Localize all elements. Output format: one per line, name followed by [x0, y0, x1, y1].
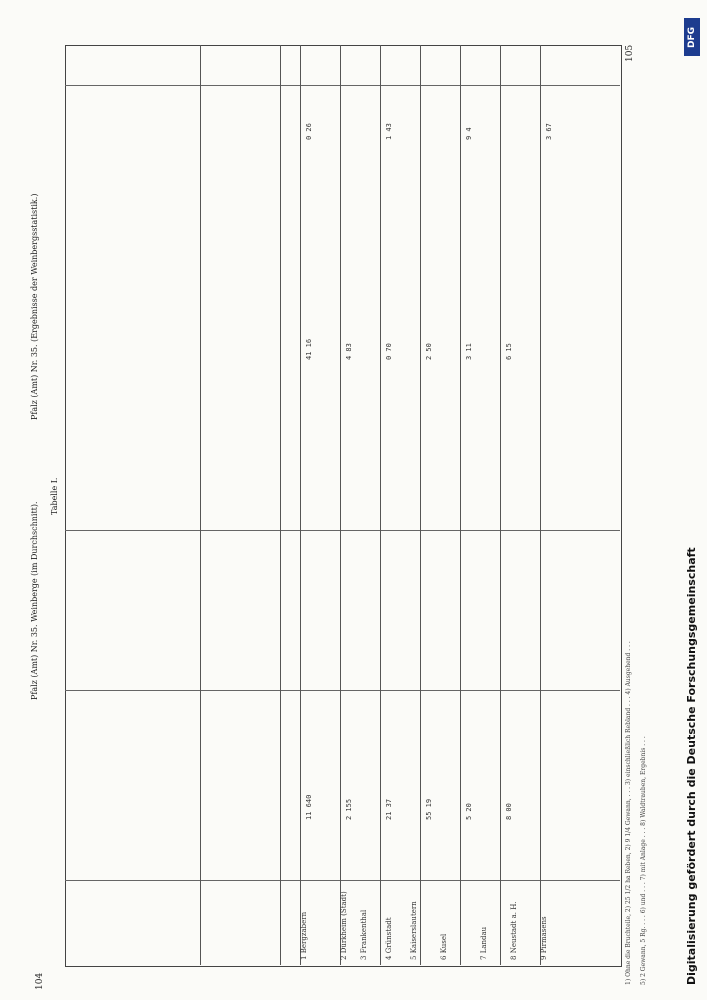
row-6-label: 6 Kusel — [440, 933, 448, 960]
value: 1 43 — [385, 123, 393, 140]
value: 21 37 — [385, 798, 393, 820]
value: 0 70 — [385, 343, 393, 360]
row-8-label: 8 Neustadt a. H. — [510, 901, 518, 960]
value: 3 11 — [465, 343, 473, 360]
value: 2 155 — [345, 798, 353, 820]
row-1-label: 1 Bergzabern — [300, 911, 308, 960]
value: 11 640 — [305, 794, 313, 820]
value: 0 26 — [305, 123, 313, 140]
statistics-table — [65, 45, 622, 967]
row-5-label: 5 Kaiserslautern — [410, 901, 418, 960]
value: 5 20 — [465, 803, 473, 820]
value: 3 67 — [545, 123, 553, 140]
running-head-left: Pfalz (Amt) Nr. 35. Weinberge (im Durchschnitt). — [30, 501, 39, 700]
row-2-label: 2 Dürkheim (Stadt) — [340, 891, 348, 960]
page-number-right: 105 — [625, 44, 635, 62]
value: 9 4 — [465, 127, 473, 140]
table-label: Tabelle I. — [50, 477, 59, 515]
dfg-logo: DFG — [684, 18, 700, 56]
value: 6 15 — [505, 343, 513, 360]
row-7-label: 7 Landau — [480, 926, 488, 960]
value: 41 16 — [305, 338, 313, 360]
dfg-credit: Digitalisierung gefördert durch die Deutsche Forschungsgemeinschaft — [685, 547, 698, 985]
value: 4 83 — [345, 343, 353, 360]
dfg-strip — [683, 10, 703, 990]
row-4-label: 4 Grünstadt — [385, 917, 393, 960]
page-number-left: 104 — [35, 972, 45, 990]
footnote-2: 5) 2 Gewann, 5 Rg. . . . 6) und . . . 7) mit Anlage . . . 8) Waldtrauben, Ergebnis . . . — [640, 736, 647, 985]
value: 8 00 — [505, 803, 513, 820]
row-9-label: 9 Pirmasens — [540, 916, 548, 960]
row-3-label: 3 Frankenthal — [360, 909, 368, 960]
footnote-1: 1) Ohne die Bruchteile, 2) 25 1/2 ha Reben, 2) 9 1/4 Gewann, . . . 3) einschließlich Rebland . . . 4) Ausgehend . . . — [625, 641, 632, 985]
running-head-right: Pfalz (Amt) Nr. 35. (Ergebnisse der Weinbergsstatistik.) — [30, 193, 39, 420]
value: 55 19 — [425, 798, 433, 820]
value: 2 50 — [425, 343, 433, 360]
